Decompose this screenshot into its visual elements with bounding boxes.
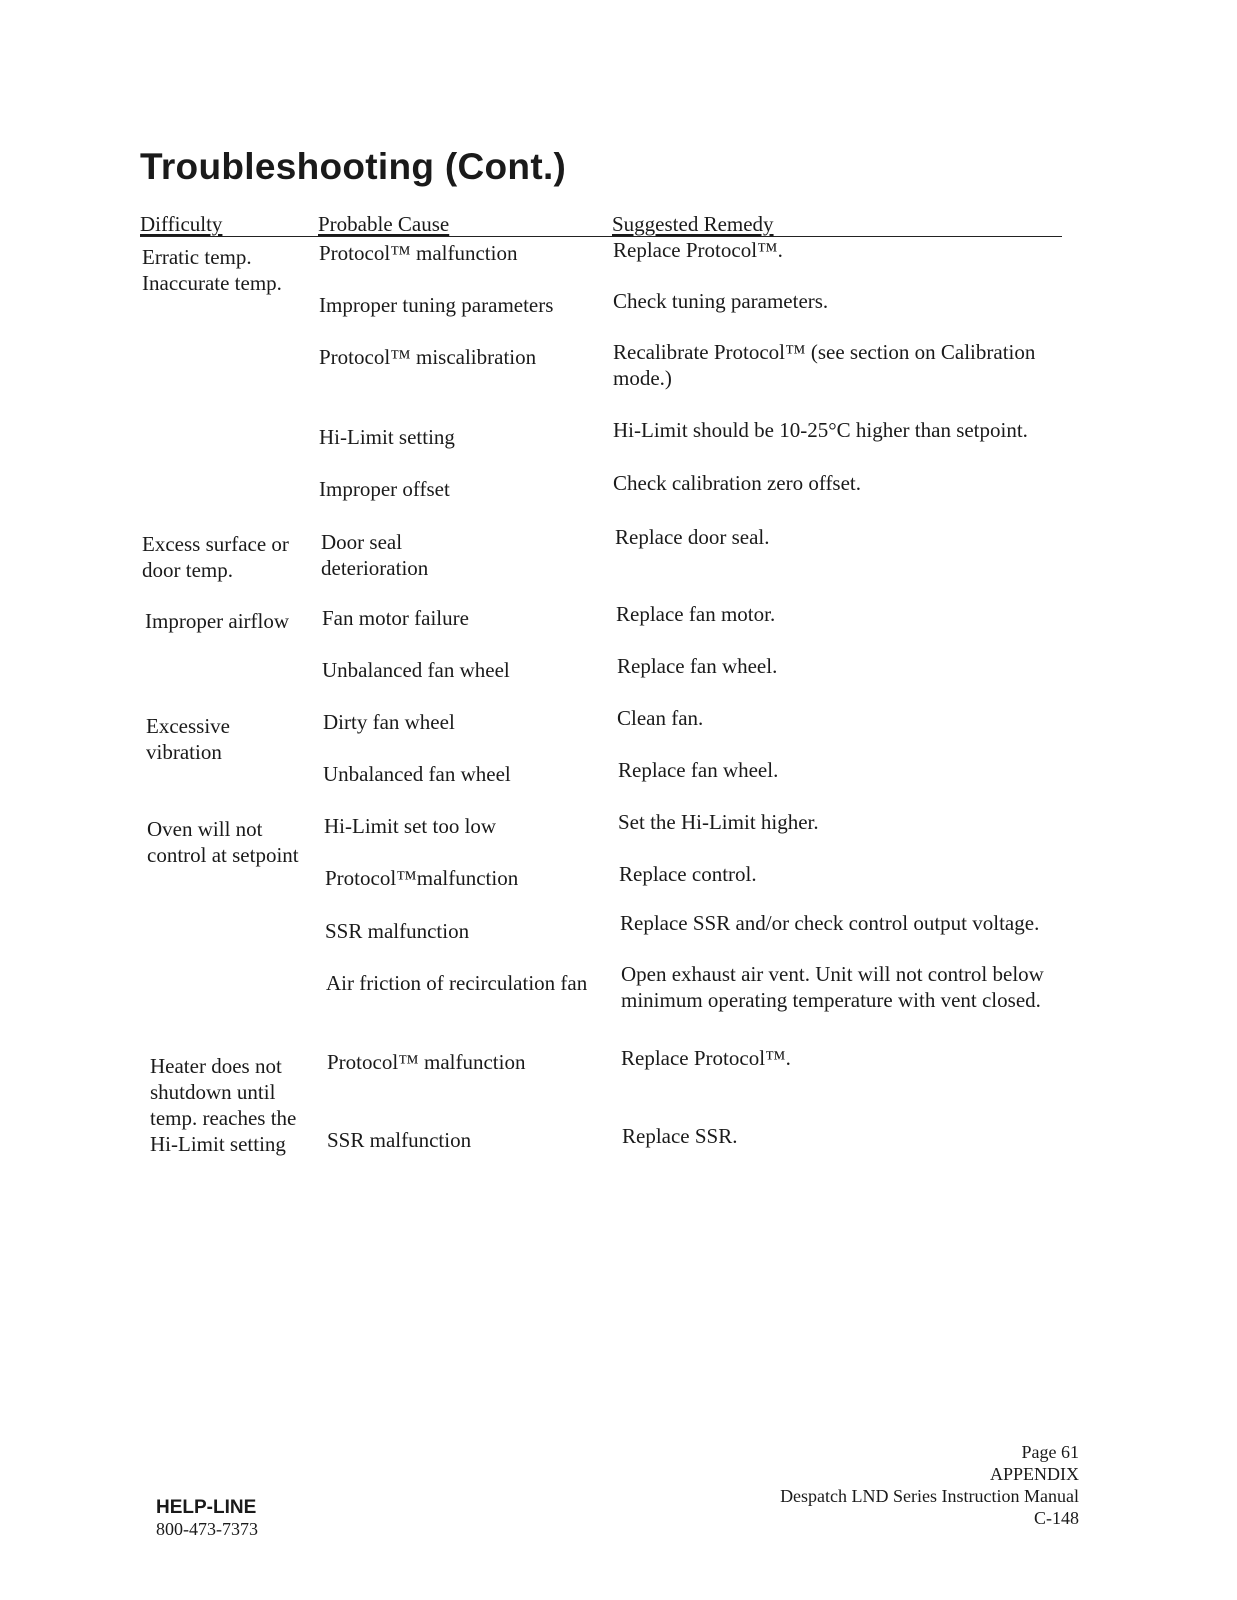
cause-cell: Hi-Limit set too low (324, 814, 497, 838)
remedy-cell: Replace control. (619, 862, 757, 886)
cause-cell: Dirty fan wheel (323, 710, 455, 734)
cause-cell: Protocol™malfunction (325, 866, 519, 890)
remedy-cell: Replace Protocol™. (613, 238, 783, 262)
remedy-cell: Open exhaust air vent. Unit will not control below minimum operating temperature with vent closed. (621, 962, 1044, 1012)
cause-cell: SSR malfunction (327, 1128, 472, 1152)
cause-cell: Protocol™ malfunction (319, 241, 518, 265)
cause-cell: Protocol™ miscalibration (319, 345, 537, 369)
difficulty-cell: Excessive vibration (146, 714, 230, 764)
document-code: C-148 (1034, 1508, 1079, 1528)
remedy-cell: Check tuning parameters. (613, 289, 829, 313)
cause-cell: Air friction of recirculation fan (326, 971, 588, 995)
remedy-cell: Replace fan wheel. (617, 654, 778, 678)
cause-cell: Fan motor failure (322, 606, 469, 630)
remedy-cell: Replace SSR. (622, 1124, 738, 1148)
cause-cell: Improper offset (319, 477, 450, 501)
difficulty-cell: Improper airflow (145, 609, 290, 633)
remedy-cell: Hi-Limit should be 10-25°C higher than setpoint. (613, 418, 1028, 442)
difficulty-cell: Erratic temp. (142, 245, 252, 269)
cause-cell: Protocol™ malfunction (327, 1050, 526, 1074)
cause-cell: SSR malfunction (325, 919, 470, 943)
difficulty-cell: Oven will not control at setpoint (147, 817, 299, 867)
column-header-remedy: Suggested Remedy (612, 212, 774, 236)
page-footer (780, 1441, 1079, 1529)
remedy-cell: Replace SSR and/or check control output voltage. (620, 911, 1040, 935)
remedy-cell: Set the Hi-Limit higher. (618, 810, 819, 834)
remedy-cell: Replace fan wheel. (618, 758, 779, 782)
remedy-cell: Recalibrate Protocol™ (see section on Calibration mode.) (613, 340, 1036, 390)
page-title: Troubleshooting (Cont.) (140, 146, 567, 187)
remedy-cell: Replace door seal. (615, 525, 770, 549)
remedy-cell: Check calibration zero offset. (613, 471, 862, 495)
cause-cell: Unbalanced fan wheel (322, 658, 510, 682)
helpline-phone: 800-473-7373 (156, 1519, 258, 1539)
difficulty-cell: Inaccurate temp. (142, 271, 282, 295)
cause-cell: Hi-Limit setting (319, 425, 455, 449)
column-header-difficulty: Difficulty (140, 212, 223, 236)
difficulty-cell: Excess surface or door temp. (142, 532, 289, 582)
page-number: Page 61 (1021, 1442, 1079, 1462)
helpline-block (156, 1497, 258, 1540)
cause-cell: Improper tuning parameters (319, 293, 554, 317)
remedy-cell: Replace Protocol™. (621, 1046, 791, 1070)
cause-cell: Door seal deterioration (321, 530, 429, 580)
manual-title: Despatch LND Series Instruction Manual (780, 1486, 1079, 1506)
remedy-cell: Replace fan motor. (616, 602, 776, 626)
column-header-cause: Probable Cause (318, 212, 450, 236)
remedy-cell: Clean fan. (617, 706, 704, 730)
cause-cell: Unbalanced fan wheel (323, 762, 511, 786)
section-name: APPENDIX (989, 1464, 1079, 1484)
difficulty-cell: Heater does not shutdown until temp. reaches the Hi-Limit setting (150, 1054, 297, 1156)
helpline-label: HELP-LINE (156, 1497, 257, 1518)
